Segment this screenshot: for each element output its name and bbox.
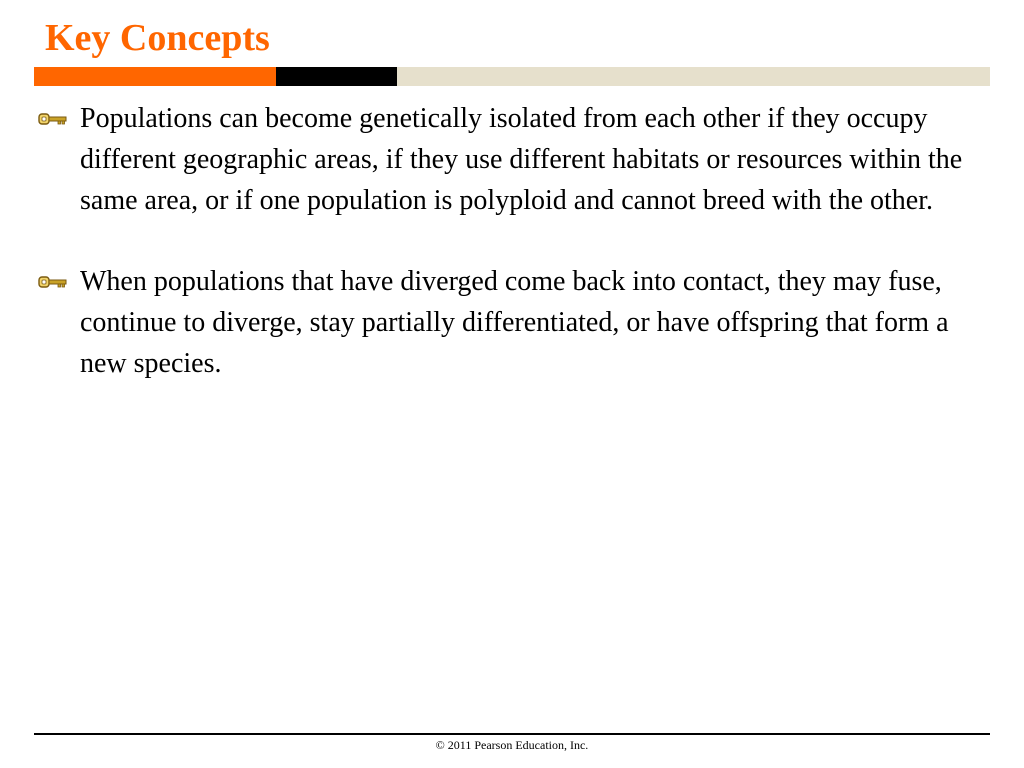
bullet-text: Populations can become genetically isolated from each other if they occupy different geographic areas, if they use different habitats or resources within the same area, or if one population is polyploid and cannot breed with the other. [80,103,963,216]
divider-segment-orange [34,67,276,86]
footer-rule [34,733,990,735]
bullet-item [34,261,994,384]
title-divider-bar [34,67,990,86]
bullet-list [34,98,994,424]
bullet-text: When populations that have diverged come back into contact, they may fuse, continue to diverge, stay partially differentiated, or have offspring that form a new species. [80,266,949,379]
key-icon [34,98,80,139]
slide-title: Key Concepts [45,17,270,59]
divider-segment-beige [397,67,990,86]
bullet-item [34,98,994,221]
key-icon [34,261,80,302]
divider-segment-black [276,67,397,86]
copyright-footer: © 2011 Pearson Education, Inc. [435,738,589,752]
